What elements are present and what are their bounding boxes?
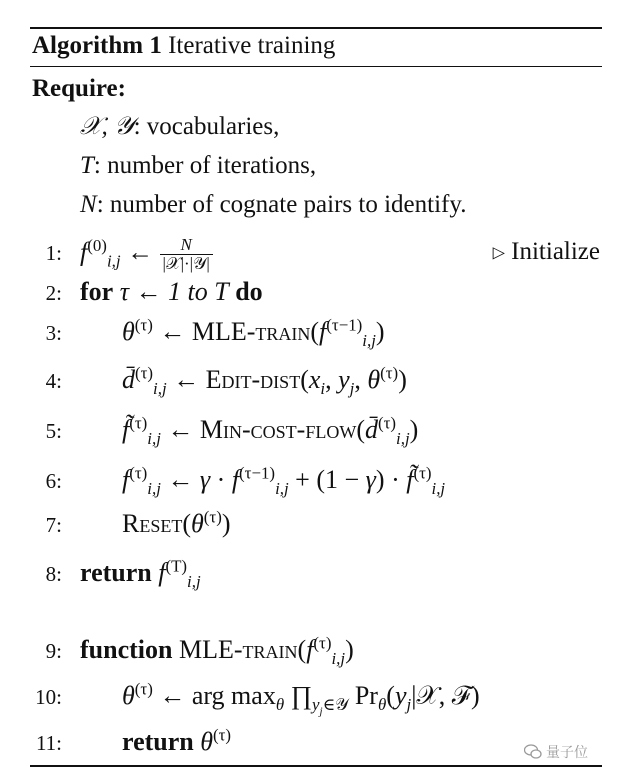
algo-line-4 [0,360,640,400]
algorithm-name: Iterative training [168,32,336,59]
watermark [524,742,588,762]
line-number: 2: [45,281,62,305]
line-code: return $\theta^{(\tau)}$ [122,725,232,756]
algo-line-2 [0,272,640,312]
line-number: 5: [45,419,62,443]
algo-line-7 [0,504,640,544]
require-label: Require: [32,75,126,102]
bottom-rule [30,765,602,767]
algorithm-title [32,31,335,61]
algorithm-label: Algorithm 1 [32,32,162,59]
line-code: d̄$^{(\tau)}_{i,j}$ ← Edit-$dist(x_i$, $y_j$, $\theta^{(\tau)}$) [122,363,407,399]
require-item-vocabularies: 𝒳, 𝒴: vocabularies, [80,113,280,140]
wechat-icon [524,744,542,760]
require-item-pairs: N: number of cognate pairs to identify. [80,191,467,218]
line-number: 1: [45,241,62,265]
algo-line-1 [0,232,640,272]
line-code: function MLE-$train(f^{(\tau)}_{i,j})$ [80,633,354,669]
line-code: $Reset(\theta^{(\tau)})$ [122,507,231,538]
algo-line-8 [0,553,640,593]
algo-line-3 [0,312,640,352]
algo-line-6 [0,460,640,500]
line-code: for τ ← 1 to T do [80,277,263,306]
line-number: 3: [45,321,62,345]
require-item-iterations: T: number of iterations, [80,152,317,179]
line-code: f̃$^{(\tau)}_{i,j}$ ← Min-cost-flow(d̄$^{(\tau)}_{i,j}$) [122,413,419,449]
line-number: 8: [45,562,62,586]
line-number: 7: [45,513,62,537]
line-code: $\theta^{(\tau)}$ ← arg $\max_\theta$ $\prod_{y_j\in 𝒴}$ $Pr_\theta(y_j|𝒳$, ℱ) [122,679,480,718]
title-rule [30,66,602,67]
algo-line-9 [0,630,640,670]
line-code: return $f^{(T)}_{i,j}$ [80,556,201,592]
line-comment: ▷ Initialize [492,238,600,265]
line-number: 11: [35,731,62,755]
algo-line-5 [0,410,640,450]
line-code: $f^{(0)}_{i,j}$ ← $\frac{N}{\text{|𝒳|·|𝒴|}}$ [80,236,213,273]
line-number: 6: [45,469,62,493]
line-number: 10: [35,685,62,709]
algo-line-10 [0,676,640,716]
line-number: 4: [45,369,62,393]
triangle-icon: ▷ [492,244,505,262]
line-number: 9: [45,639,62,663]
watermark-text: 量子位 [546,745,588,761]
line-code: $\theta^{(\tau)}$ ← MLE-$train(f^{(\tau-1)}_{i,j})$ [122,315,385,351]
fraction: $\frac{N}{\text{|𝒳|·|𝒴|}}$ [160,236,213,273]
line-code: $f^{(\tau)}_{i,j}$ ← $\gamma \cdot f^{(\tau-1)}_{i,j} + (1 - \gamma)$ · f̃$^{(\tau)}_{i,j}$ [122,463,446,499]
top-rule [30,27,602,29]
